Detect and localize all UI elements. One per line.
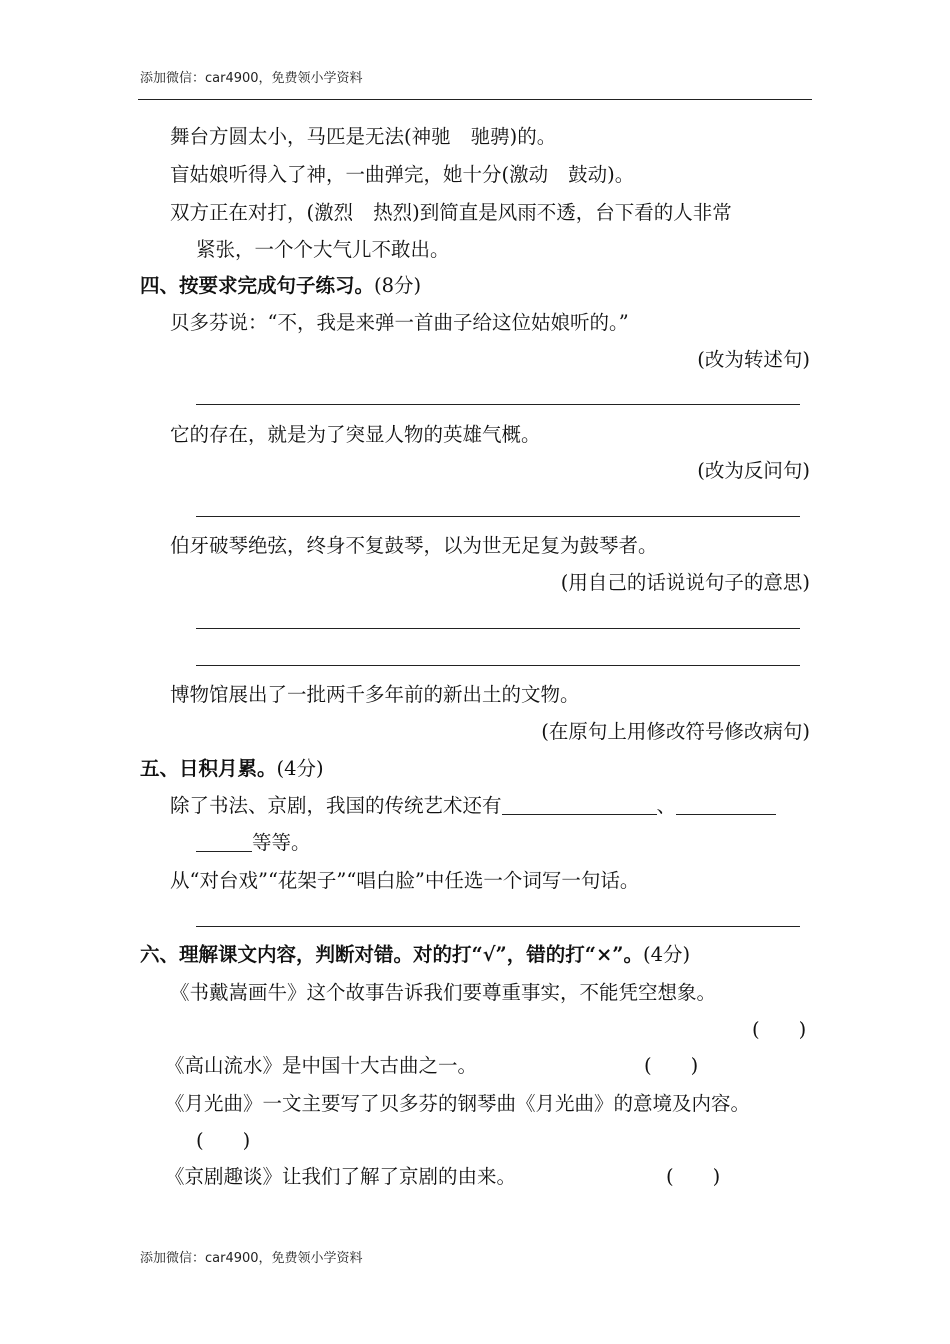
header-watermark: 添加微信：car4900，免费领小学资料	[140, 71, 363, 86]
answer-line[interactable]	[196, 665, 800, 666]
section4-item-2-sentence: 它的存在，就是为了突显人物的英雄气概。	[170, 423, 541, 446]
section6-item-1: 《书戴嵩画牛》这个故事告诉我们要尊重事实，不能凭空想象。	[170, 981, 717, 1004]
answer-line[interactable]	[196, 404, 800, 405]
section4-item-4-sentence: 博物馆展出了一批两千多年前的新出土的文物。	[170, 683, 580, 706]
answer-line[interactable]	[196, 926, 800, 927]
section4-item-4-instruction: (在原句上用修改符号修改病句)	[541, 720, 810, 743]
section3-item-3-continuation: 紧张，一个个大气儿不敢出。	[196, 238, 450, 261]
section3-item-2: 盲姑娘听得入了神，一曲弹完，她十分(激动 鼓动)。	[170, 163, 635, 186]
section5-item-2: 从“对台戏”“花架子”“唱白脸”中任选一个词写一句话。	[170, 869, 640, 892]
section4-item-2-instruction: (改为反问句)	[697, 459, 810, 482]
answer-parentheses[interactable]: ( )	[666, 1165, 721, 1188]
fill-blank[interactable]	[676, 796, 776, 815]
answer-parentheses[interactable]: ( )	[196, 1129, 251, 1152]
answer-parentheses[interactable]: ( )	[644, 1054, 699, 1077]
section3-item-1: 舞台方圆太小，马匹是无法(神驰 驰骋)的。	[170, 125, 557, 148]
section5-item-1-continuation: 等等。	[196, 833, 311, 853]
answer-parentheses[interactable]: ( )	[752, 1018, 807, 1041]
section5-item-1: 除了书法、京剧，我国的传统艺术还有 、	[170, 796, 776, 816]
fill-blank[interactable]	[502, 796, 657, 815]
section3-item-3: 双方正在对打，(激烈 热烈)到简直是风雨不透，台下看的人非常	[170, 201, 732, 224]
section4-item-1-instruction: (改为转述句)	[697, 348, 810, 371]
section4-heading: 四、按要求完成句子练习。(8分)	[140, 274, 422, 297]
header-rule	[138, 99, 812, 100]
section6-item-3: 《月光曲》一文主要写了贝多芬的钢琴曲《月光曲》的意境及内容。	[165, 1092, 751, 1115]
section5-heading: 五、日积月累。(4分)	[140, 757, 324, 780]
section6-item-4: 《京剧趣谈》让我们了解了京剧的由来。	[165, 1165, 517, 1188]
section6-item-2: 《高山流水》是中国十大古曲之一。	[165, 1054, 478, 1077]
answer-line[interactable]	[196, 628, 800, 629]
section6-heading: 六、理解课文内容，判断对错。对的打“√”，错的打“×”。(4分)	[140, 943, 691, 966]
answer-line[interactable]	[196, 516, 800, 517]
section4-item-3-instruction: (用自己的话说说句子的意思)	[560, 571, 810, 594]
fill-blank[interactable]	[196, 833, 252, 852]
footer-watermark: 添加微信：car4900，免费领小学资料	[140, 1251, 363, 1266]
section4-item-3-sentence: 伯牙破琴绝弦，终身不复鼓琴，以为世无足复为鼓琴者。	[170, 534, 658, 557]
section4-item-1-sentence: 贝多芬说：“不，我是来弹一首曲子给这位姑娘听的。”	[170, 311, 629, 334]
